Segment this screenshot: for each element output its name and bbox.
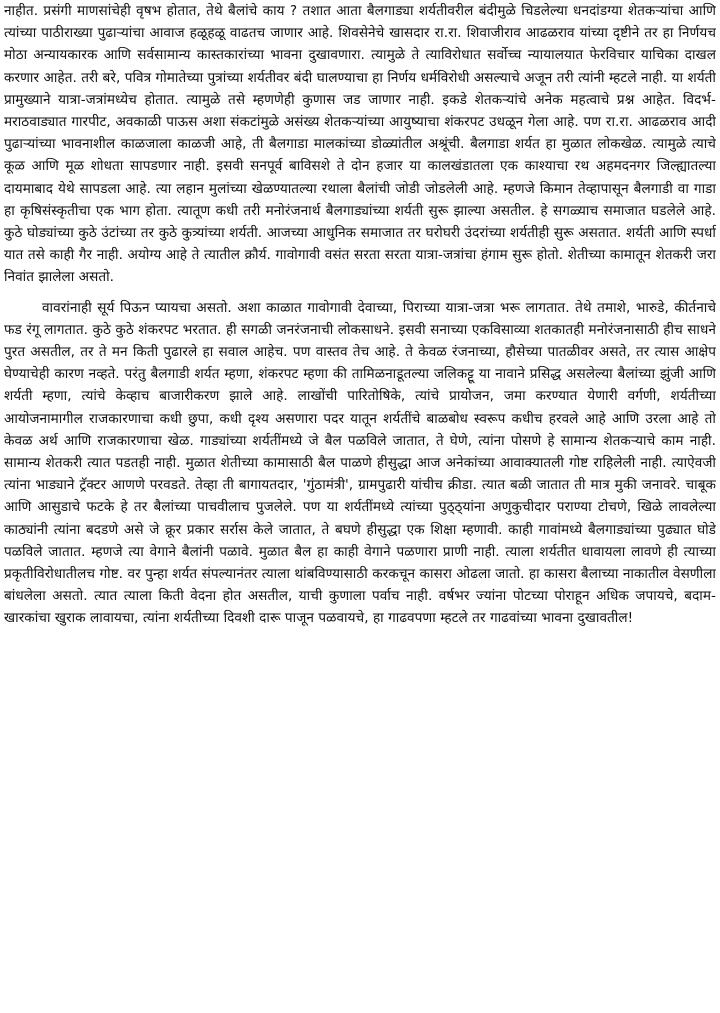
paragraph-2: वावरांनाही सूर्य पिऊन प्यायचा असतो. अशा काळात गावोगावी देवाच्या, पिराच्या यात्रा-जत्रा भरू लागतात. तेथे तमाशे, भारुडे, कीर्तनाचे फड रंगू लागतात. कुठे कुठे शंकरपट भरतात. ही सगळी जनरंजनाची लोकसाधने. इसवी सनाच्या एकविसाव्या शतकातही मनोरंजनासाठी हीच साधने पुरत असतील, तर ते मन किती पुढारले हा सवाल आहेच. पण वास्तव तेच आहे. ते केवळ रंजनाच्या, हौसेच्या पातळीवर असते, तर त्यास आक्षेप घेण्याचेही कारण नव्हते. परंतु बैलगाडी शर्यत म्हणा, शंकरपट म्हणा की तामिळनाडूतल्या जलिकट्टू या नावाने प्रसिद्ध असलेल्या बैलांच्या झुंजी आणि शर्यती म्हणा, त्यांचे केव्हाच बाजारीकरण झाले आहे. लाखोंची पारितोषिके, त्यांचे प्रायोजन, जमा करण्यात येणारी वर्गणी, शर्यतीच्या आयोजनामागील राजकारणाचा कधी छुपा, कधी दृश्य असणारा पदर यातून शर्यतींचे बाळबोध स्वरूप कधीच हरवले आहे आणि उरला आहे तो केवळ अर्थ आणि राजकारणाचा खेळ. गाड्यांच्या शर्यतींमध्ये जे बैल पळविले जातात, ते घेणे, त्यांना पोसणे हे सामान्य शेतकऱ्याचे काम नाही. सामान्य शेतकरी त्यात पडतही नाही. मुळात शेतीच्या कामासाठी बैल पाळणे हीसुद्धा आज अनेकांच्या आवाक्यातली गोष्ट राहिलेली नाही. त्याऐवजी त्यांना भाड्याने ट्रॅक्टर आणणे परवडते. तेव्हा ती बागायतदार, 'गुंठामंत्री', ग्रामपुढारी यांचीच क्रीडा. त्यात बळी जातात ती मात्र मुकी जनावरे. चाबूक आणि आसुडाचे फटके हे तर बैलांच्या पाचवीलाच पुजलेले. पण या शर्यतींमध्ये त्यांच्या पुठ्ठ्यांना अणुकुचीदार पराण्या टोचणे, खिळे लावलेल्या काठ्यांनी त्यांना बदडणे असे जे क्रूर प्रकार सर्रास केले जातात, ते बघणे हीसुद्धा एक शिक्षा म्हणावी. काही गावांमध्ये बैलगाड्यांच्या पुढ्यात घोडे पळविले जातात. म्हणजे त्या वेगाने बैलांनी पळावे. मुळात बैल हा काही वेगाने पळणारा प्राणी नाही. त्याला शर्यतीत धावायला लावणे ही त्याच्या प्रकृतीविरोधातीलच गोष्ट. वर पुन्हा शर्यत संपल्यानंतर त्याला थांबविण्यासाठी करकचून कासरा ओढला जातो. हा कासरा बैलाच्या नाकातील वेसणीला बांधलेला असतो. त्यात त्याला किती वेदना होत असतील, याची कुणाला पर्वाच नाही. वर्षभर ज्यांना पोटच्या पोराहून अधिक जपायचे, बदाम-खारकांचा खुराक लावायचा, त्यांना शर्यतीच्या दिवशी दारू पाजून पळवायचे, हा गाढवपणा म्हटले तर गाढवांच्या भावना दुखावतील! xyxy=(4,299,716,627)
document-page xyxy=(4,0,716,1013)
paragraph-1: नाहीत. प्रसंगी माणसांचेही वृषभ होतात, तेथे बैलांचे काय ? तशात आता बैलगाड्या शर्यतीवरील बंदीमुळे चिडलेल्या धनदांडग्या शेतकऱ्यांचा आणि त्यांच्या पाठीराख्या पुढाऱ्यांचा आवाज हळूहळू वाढतच जाणार आहे. शिवसेनेचे खासदार रा.रा. शिवाजीराव आढळराव यांच्या दृष्टीने तर हा निर्णयच मोठा अन्यायकारक आणि सर्वसामान्य कास्तकारांच्या भावना दुखावणारा. त्यामुळे ते त्याविरोधात सर्वोच्च न्यायालयात फेरविचार याचिका दाखल करणार आहेत. तरी बरे, पवित्र गोमातेच्या पुत्रांच्या शर्यतीवर बंदी घालण्याचा हा निर्णय धर्मविरोधी असल्याचे अजून तरी त्यांनी म्हटले नाही. या शर्यती प्रामुख्याने यात्रा-जत्रांमध्येच होतात. त्यामुळे तसे म्हणणेही कुणास जड जाणार नाही. इकडे शेतकऱ्यांचे अनेक महत्वाचे प्रश्न आहेत. विदर्भ-मराठवाड्यात गारपीट, अवकाळी पाऊस अशा संकटांमुळे असंख्य शेतकऱ्यांच्या आयुष्याचा शंकरपट उधळून गेला आहे. पण रा.रा. आढळराव आदी पुढाऱ्यांच्या भावनाशील काळजाला काळजी आहे, ती बैलगाडा मालकांच्या डोळ्यांतील अश्रूंची. बैलगाडा शर्यत हा मुळात लोकखेळ. त्यामुळे त्याचे कूळ आणि मूळ शोधता सापडणार नाही. इसवी सनपूर्व बाविसशे ते दोन हजार या कालखंडातला एक काश्याचा रथ अहमदनगर जिल्ह्यातल्या दायमाबाद येथे सापडला आहे. त्या लहान मुलांच्या खेळण्यातल्या रथाला बैलांची जोडी जोडलेली आहे. म्हणजे किमान तेव्हापासून बैलगाडी वा गाडा हा कृषिसंस्कृतीचा एक भाग होता. त्यातूण कधी तरी मनोरंजनार्थ बैलगाड्यांच्या शर्यती सुरू झाल्या असतील. हे सगळ्याच समाजात घडलेले आहे. कुठे घोड्यांच्या कुठे उंटांच्या तर कुठे कुत्र्यांच्या शर्यती. आजच्या आधुनिक समाजात तर घरोघरी उंदरांच्या शर्यतीही सुरू असतात. शर्यती आणि स्पर्धा यात तसे काही गैर नाही. अयोग्य आहे ते त्यातील क्रौर्य. गावोगावी वसंत सरता सरता यात्रा-जत्रांचा हंगाम सुरू होतो. शेतीच्या कामातून शेतकरी जरा निवांत झालेला असतो. xyxy=(4,3,716,286)
